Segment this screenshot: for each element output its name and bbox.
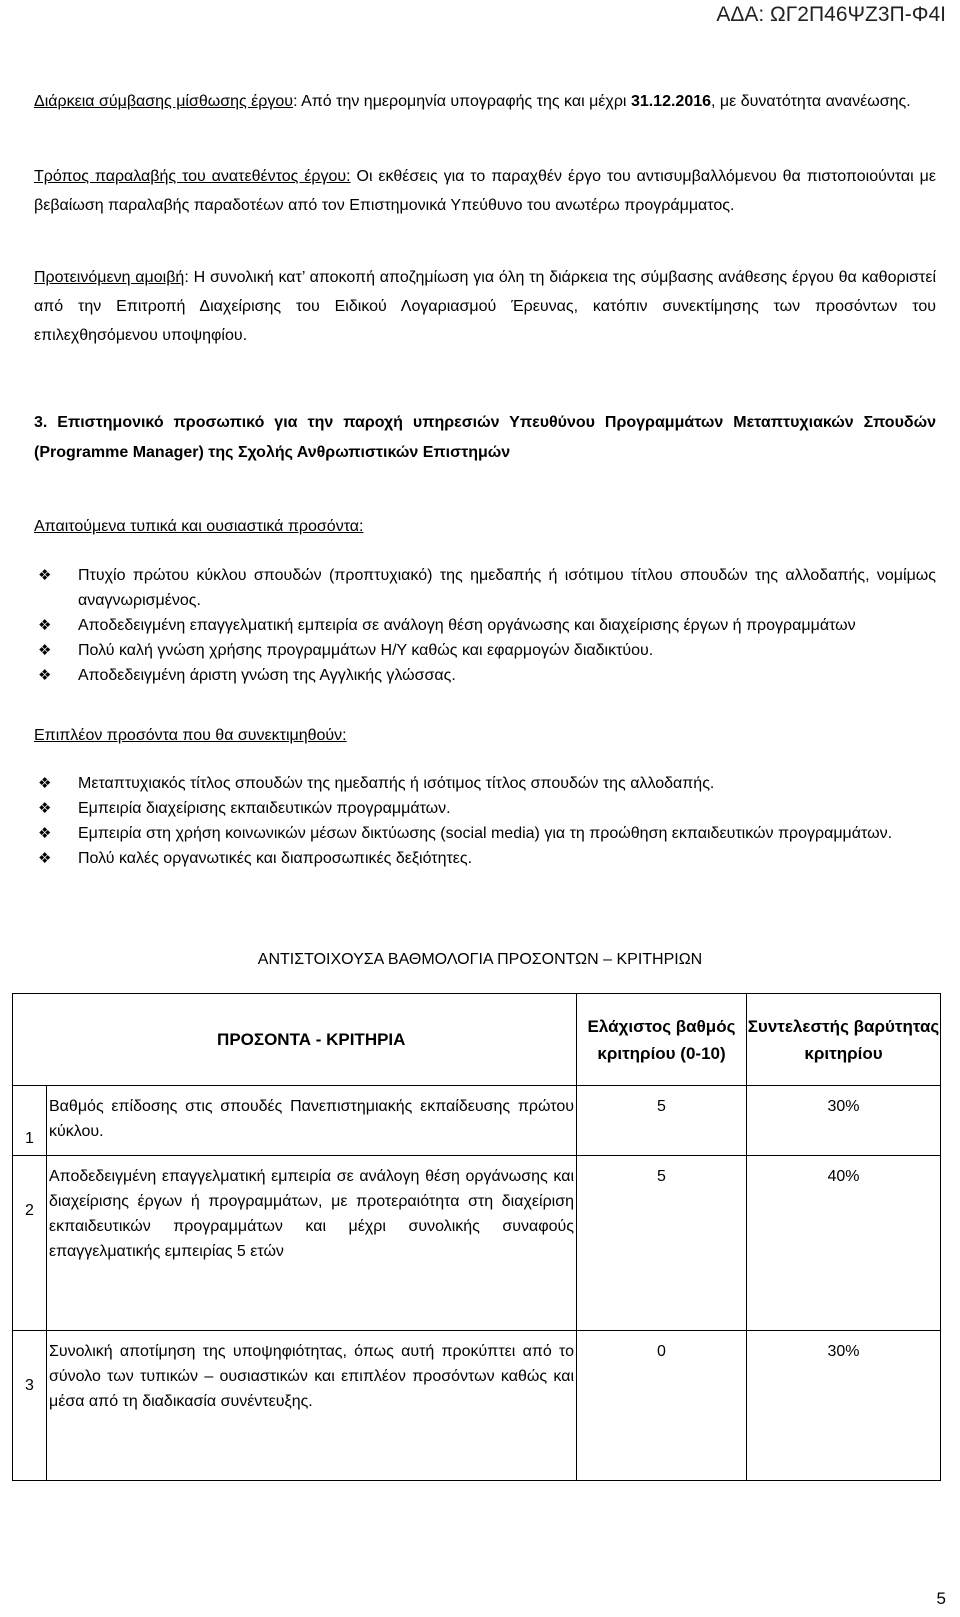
table-row [13,1156,941,1331]
diamond-bullet-icon: ❖ [38,666,52,684]
duration-date: 31.12.2016 [630,93,712,110]
row-min-score: 0 [577,1331,747,1481]
extra-list [34,771,936,871]
row-min-score: 5 [577,1156,747,1331]
list-item: ❖ Πολύ καλή γνώση χρήσης προγραμμάτων Η/Υ καθώς και εφαρμογών διαδικτύου. [34,638,936,663]
diamond-bullet-icon: ❖ [38,774,52,792]
list-item: ❖ Πολύ καλές οργανωτικές και διαπροσωπικές δεξιότητες. [34,846,936,871]
duration-text-b: , με δυνατότητα ανανέωσης. [711,93,911,110]
diamond-bullet-icon: ❖ [38,824,52,842]
page-number: 5 [936,1589,946,1608]
delivery-text: Οι εκθέσεις για το παραχθέν έργο του αντισυμβαλλόμενου θα πιστοποιούνται με βεβαίωση παραλαβής παραδοτέων από τον Επιστημονικά Υπεύθυνο του ανωτέρω προγράμματος. [34,168,937,214]
row-criterion: Συνολική αποτίμηση της υποψηφιότητας, όπως αυτή προκύπτει από το σύνολο των τυπικών – ουσιαστικών και επιπλέον προσόντων καθώς και μέσα από τη διαδικασία συνέντευξης. [47,1331,577,1481]
duration-paragraph [34,87,936,116]
required-list [34,563,936,688]
extra-title: Επιπλέον προσόντα που θα συνεκτιμηθούν: [34,727,347,744]
header-weight: Συντελεστής βαρύτητας κριτηρίου [747,994,941,1086]
diamond-bullet-icon: ❖ [38,566,52,584]
diamond-bullet-icon: ❖ [38,849,52,867]
table-row [13,1086,941,1156]
row-criterion: Αποδεδειγμένη επαγγελματική εμπειρία σε ανάλογη θέση οργάνωσης και διαχείρισης έργων ή προγραμμάτων, με προτεραιότητα στη διαχείριση εκπαιδευτικών προγραμμάτων και μέχρι συνολικής συναφούς επαγγελματικής εμπειρίας 5 ετών [47,1156,577,1331]
row-weight: 30% [747,1086,941,1156]
required-title: Απαιτούμενα τυπικά και ουσιαστικά προσόντα: [34,518,364,535]
table-header-row [13,994,941,1086]
list-item: ❖ Εμπειρία διαχείρισης εκπαιδευτικών προγραμμάτων. [34,796,936,821]
row-weight: 30% [747,1331,941,1481]
diamond-bullet-icon: ❖ [38,616,52,634]
scoring-title: ΑΝΤΙΣΤΟΙΧΟΥΣΑ ΒΑΘΜΟΛΟΓΙΑ ΠΡΟΣΟΝΤΩΝ – ΚΡΙΤΗΡΙΩΝ [257,951,703,968]
fee-label: Προτεινόμενη αμοιβή [34,269,185,286]
row-min-score: 5 [577,1086,747,1156]
row-number: 3 [13,1331,47,1481]
diamond-bullet-icon: ❖ [38,641,52,659]
row-number: 2 [13,1156,47,1331]
header-num-cell [13,994,47,1086]
diamond-bullet-icon: ❖ [38,799,52,817]
row-weight: 40% [747,1156,941,1331]
row-number: 1 [13,1086,47,1156]
ada-code: ΑΔΑ: ΩΓ2Π46ΨΖ3Π-Φ4Ι [716,3,946,26]
list-item: ❖ Πτυχίο πρώτου κύκλου σπουδών (προπτυχιακό) της ημεδαπής ή ισότιμου τίτλου σπουδών της αλλοδαπής, νομίμως αναγνωρισμένος. [34,563,936,613]
section-3-title: 3. Επιστημονικό προσωπικό για την παροχή υπηρεσιών Υπευθύνου Προγραμμάτων Μεταπτυχιακών Σπουδών (Programme Manager) της Σχολής Ανθρωπιστικών Επιστημών [34,414,936,461]
delivery-label: Τρόπος παραλαβής του ανατεθέντος έργου: [34,168,351,185]
duration-text-a: : Από την ημερομηνία υπογραφής της και μέχρι [293,93,631,110]
header-criteria: ΠΡΟΣΟΝΤΑ - ΚΡΙΤΗΡΙΑ [47,994,577,1086]
table-row [13,1331,941,1481]
list-item: ❖ Μεταπτυχιακός τίτλος σπουδών της ημεδαπής ή ισότιμος τίτλος σπουδών της αλλοδαπής. [34,771,936,796]
fee-paragraph [34,263,936,350]
list-item: ❖ Αποδεδειγμένη άριστη γνώση της Αγγλικής γλώσσας. [34,663,936,688]
duration-label: Διάρκεια σύμβασης μίσθωσης έργου [34,93,294,110]
delivery-paragraph [34,162,936,220]
list-item: ❖ Εμπειρία στη χρήση κοινωνικών μέσων δικτύωσης (social media) για τη προώθηση εκπαιδευτικών προγραμμάτων. [34,821,936,846]
header-min-score: Ελάχιστος βαθμός κριτηρίου (0-10) [577,994,747,1086]
scoring-table [12,993,941,1481]
row-criterion: Βαθμός επίδοσης στις σπουδές Πανεπιστημιακής εκπαίδευσης πρώτου κύκλου. [47,1086,577,1156]
fee-text: : Η συνολική κατ’ αποκοπή αποζημίωση για όλη τη διάρκεια της σύμβασης ανάθεσης έργου θα καθοριστεί από την Επιτροπή Διαχείρισης του Ειδικού Λογαριασμού Έρευνας, κατόπιν συνεκτίμησης των προσόντων του επιλεχθησόμενου υποψηφίου. [34,269,937,344]
list-item: ❖ Αποδεδειγμένη επαγγελματική εμπειρία σε ανάλογη θέση οργάνωσης και διαχείρισης έργων ή προγραμμάτων [34,613,936,638]
